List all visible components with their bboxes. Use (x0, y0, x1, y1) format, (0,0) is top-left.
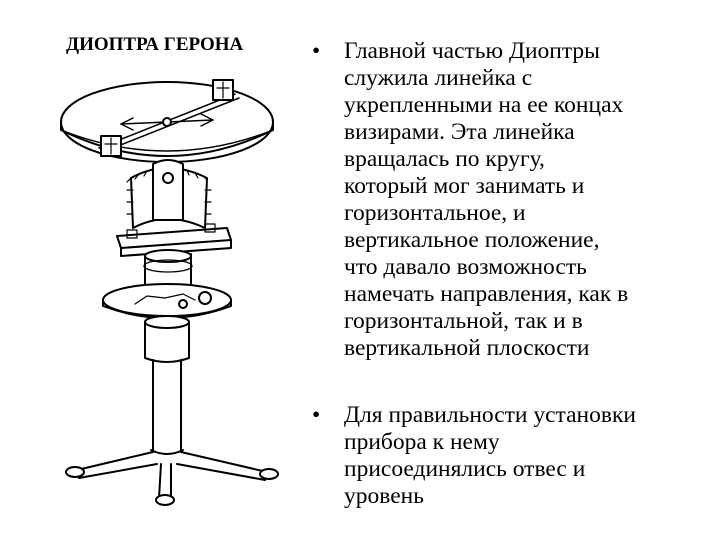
bullet-text-line: который мог занимать и (344, 173, 585, 199)
bullet-text-line: вертикальной плоскости (344, 335, 590, 361)
bullet-text-line: Для правильности установки (344, 402, 636, 428)
bullet-item (312, 38, 707, 362)
bullet-text-line: что давало возможность (344, 254, 587, 280)
bullet-marker: • (312, 402, 321, 428)
bullet-marker: • (312, 38, 321, 64)
bullet-text-line: горизонтальное, и (344, 200, 526, 226)
bullet-text-line: визирами. Эта линейка (344, 119, 575, 145)
bullet-text-line: вращалась по кругу, (344, 146, 545, 172)
bullet-text-line: уровень (344, 483, 424, 509)
bullet-text-line: Главной частью Диоптры (344, 38, 600, 64)
bullet-list (312, 38, 707, 510)
bullet-text-line: вертикальное положение, (344, 227, 600, 253)
bullet-text-line: прибора к нему (344, 429, 500, 455)
bullet-text-line: служила линейка с (344, 65, 533, 91)
bullet-text-line: укрепленными на ее концах (344, 92, 624, 118)
bullet-item (312, 402, 707, 510)
bullet-text-line: горизонтальной, так и в (344, 308, 583, 334)
slide-title: ДИОПТРА ГЕРОНА (66, 34, 244, 55)
bullet-text-line: намечать направления, как в (344, 281, 629, 307)
bullet-text-line: присоединялись отвес и (344, 456, 586, 482)
dioptra-illustration (55, 60, 290, 515)
